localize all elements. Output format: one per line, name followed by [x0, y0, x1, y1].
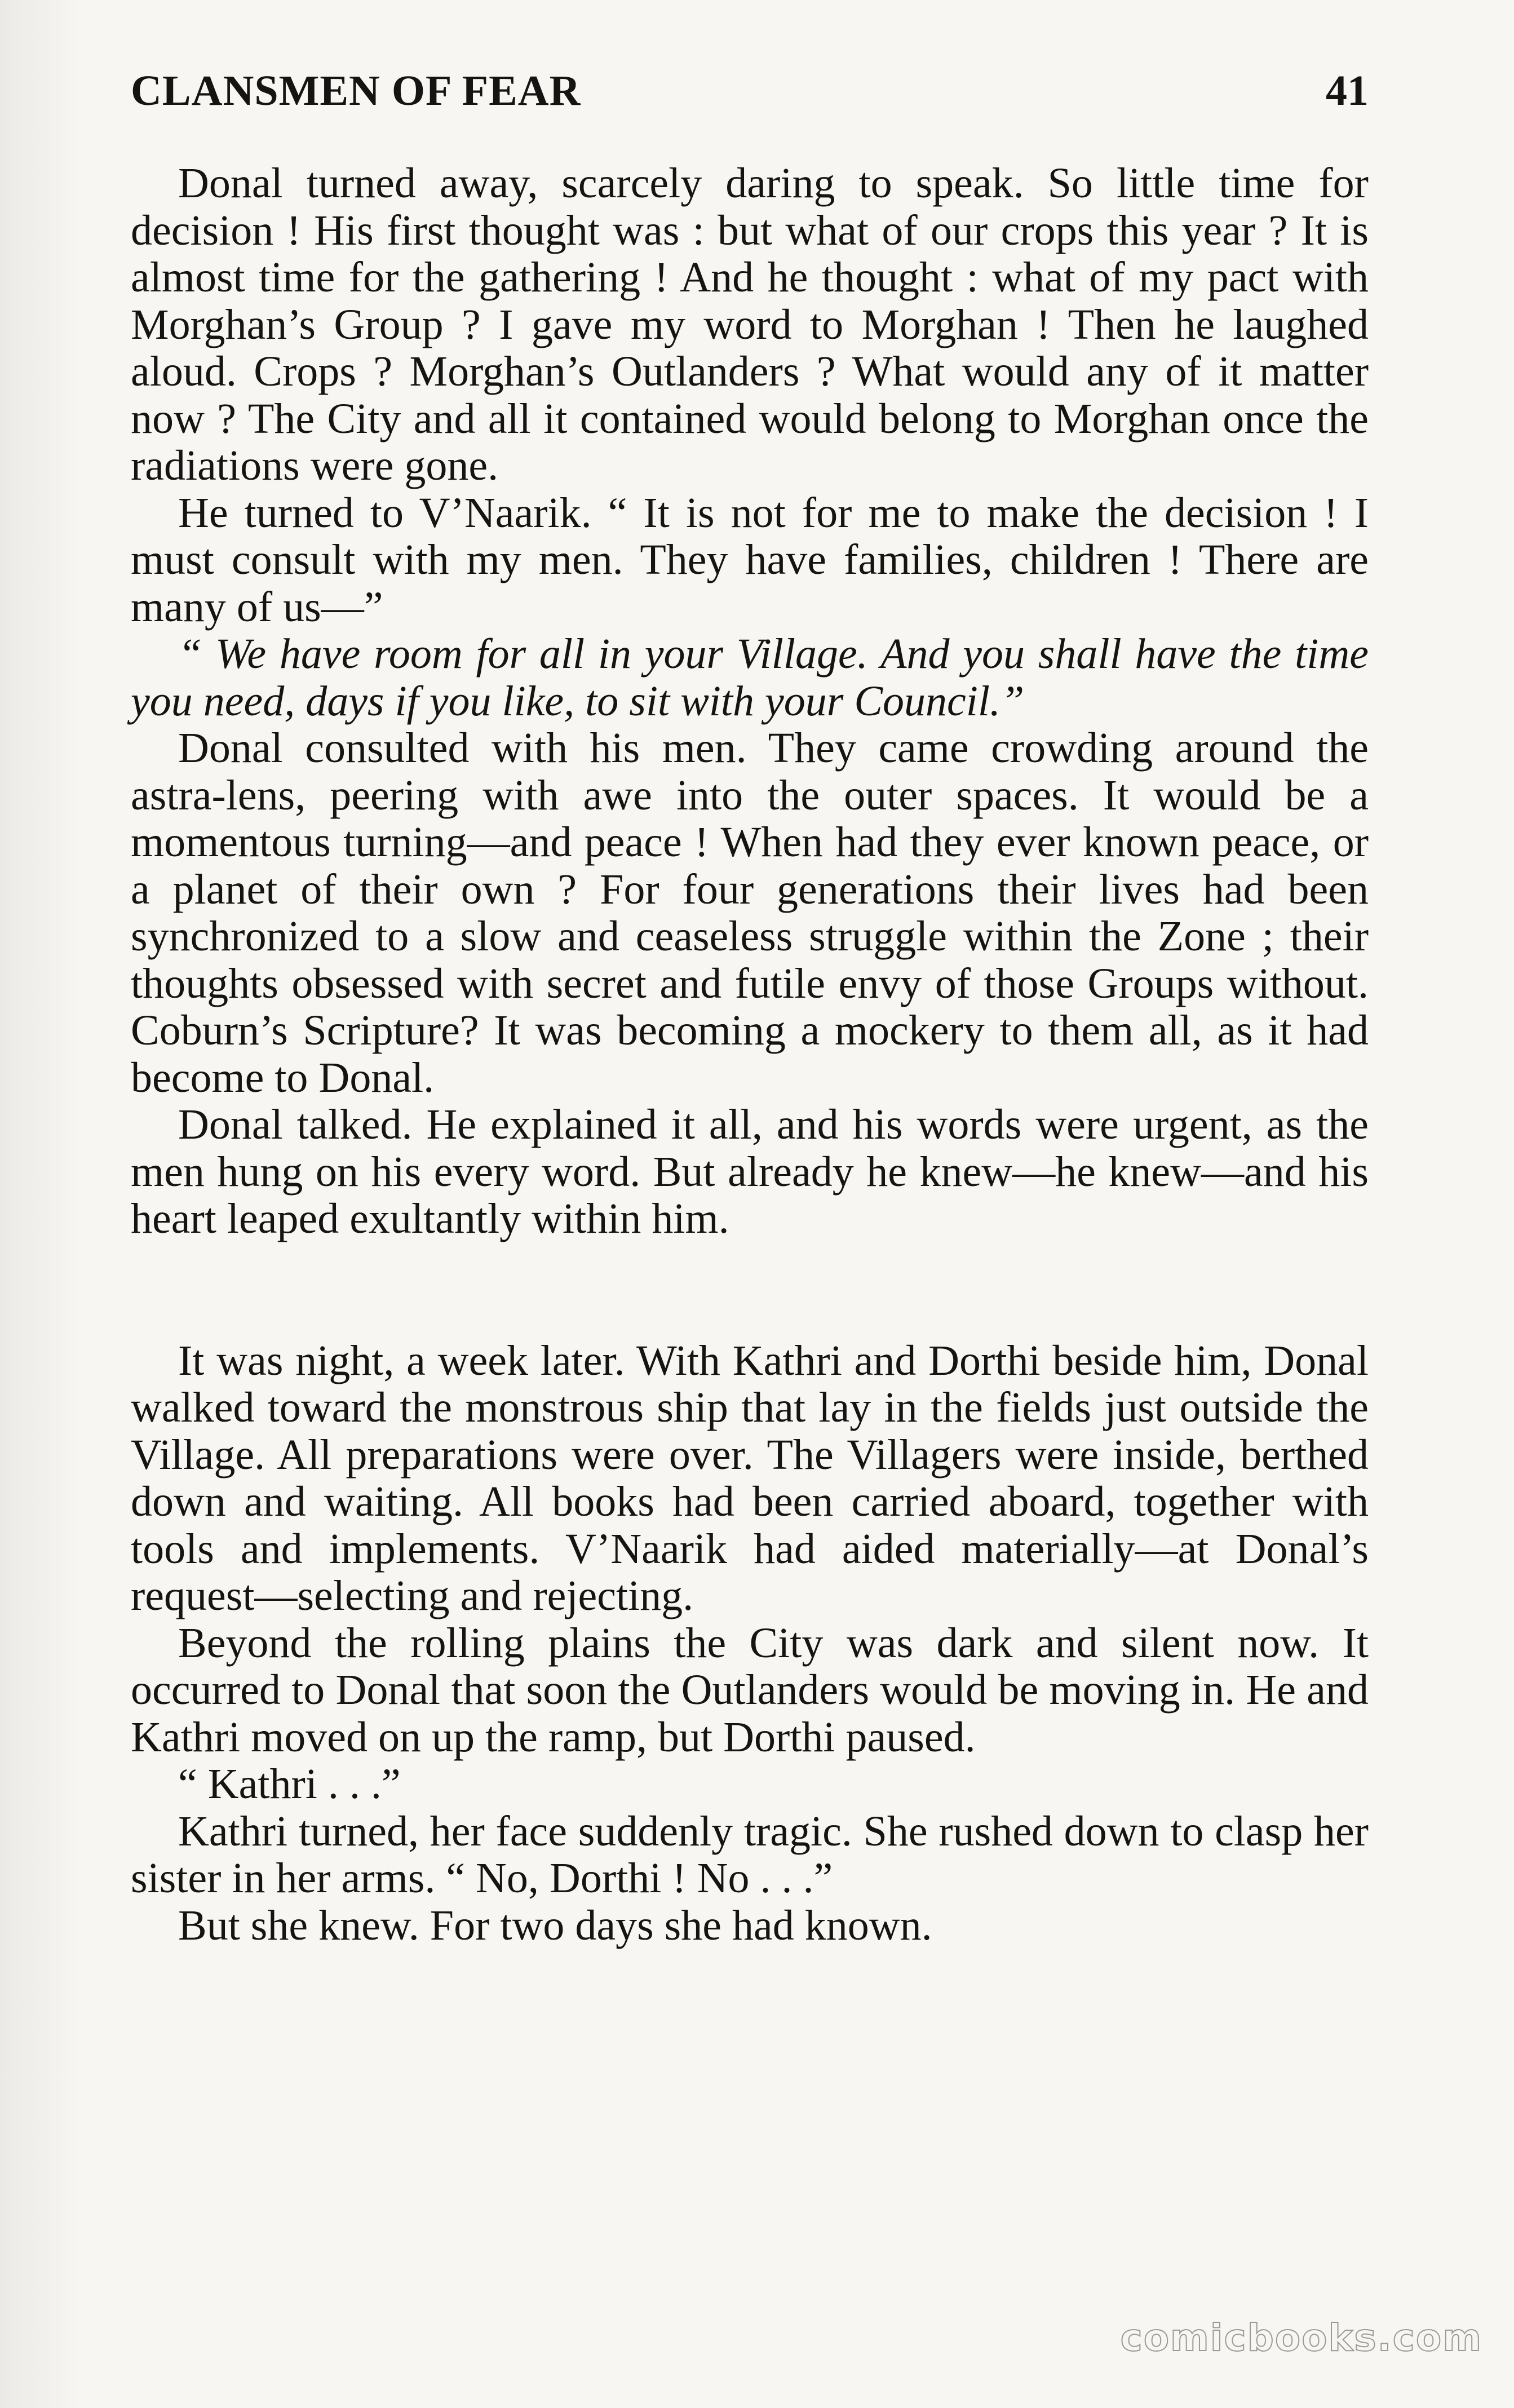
running-title: CLANSMEN OF FEAR	[131, 67, 581, 114]
page-gutter-shadow	[0, 0, 85, 2408]
section-break	[131, 1243, 1369, 1338]
paragraph-italic-dialogue: “ We have room for all in your Village. And you shall have the time you need, days if you like, to sit with your Council.”	[131, 630, 1369, 725]
paragraph: Beyond the rolling plains the City was dark and silent now. It occurred to Donal that soon the Outlanders would be moving in. He and Kathri moved on up the ramp, but Dorthi paused.	[131, 1619, 1369, 1761]
paragraph: It was night, a week later. With Kathri and Dorthi beside him, Donal walked toward the monstrous ship that lay in the fields just outside the Village. All preparations were over. The Villagers were inside, berthed down and waiting. All books had been carried aboard, together with tools and implements. V’Naarik had aided materially—at Donal’s request—selecting and rejecting.	[131, 1336, 1369, 1619]
running-head	[131, 67, 1369, 123]
paragraph: Kathri turned, her face suddenly tragic. She rushed down to clasp her sister in her arms. “ No, Dorthi ! No . . .”	[131, 1807, 1369, 1902]
paragraph: Donal consulted with his men. They came crowding around the astra-lens, peering with awe into the outer spaces. It would be a momentous turning—and peace ! When had they ever known peace, or a planet of their own ? For four generations their lives had been synchronized to a slow and ceaseless struggle within the Zone ; their thoughts obsessed with secret and futile envy of those Groups without. Coburn’s Scripture? It was becoming a mockery to them all, as it had become to Donal.	[131, 724, 1369, 1101]
page-number: 41	[1326, 67, 1369, 114]
paragraph: He turned to V’Naarik. “ It is not for me to make the decision ! I must consult with my men. They have families, children ! There are many of us—”	[131, 489, 1369, 631]
paragraph: Donal turned away, scarcely daring to speak. So little time for decision ! His first thought was : but what of our crops this year ? It is almost time for the gathering ! And he thought : what of my pact with Morghan’s Group ? I gave my word to Morghan ! Then he laughed aloud. Crops ? Morghan’s Outlanders ? What would any of it matter now ? The City and all it contained would belong to Morghan once the radiations were gone.	[131, 160, 1369, 489]
paragraph: But she knew. For two days she had known.	[178, 1901, 932, 1949]
body-text	[131, 160, 1369, 1949]
site-watermark: comicbooks.com	[1120, 2316, 1482, 2360]
paragraph: “ Kathri . . .”	[178, 1760, 401, 1808]
paragraph: Donal talked. He explained it all, and his words were urgent, as the men hung on his every word. But already he knew—he knew—and his heart leaped exultantly within him.	[131, 1101, 1369, 1242]
